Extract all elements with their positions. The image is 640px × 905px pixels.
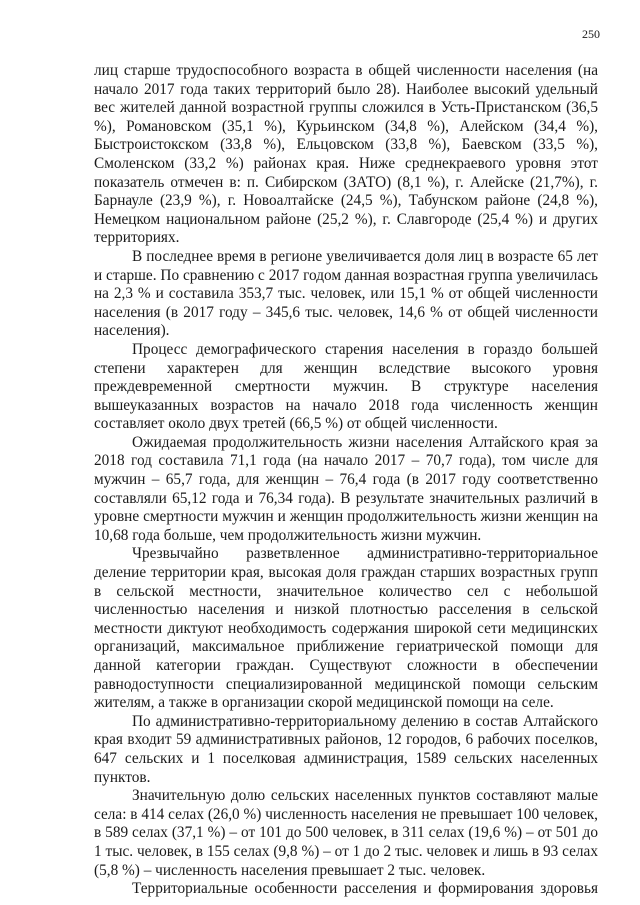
paragraph-administrative-units: По административно-территориальному делению в состав Алтайского края входит 59 административных районов, 12 городов, 6 рабочих поселков, 647 сельских и 1 поселковая администрация, 1589 сельских населенных пунктов.	[94, 712, 598, 786]
paragraph-territorial-features: Территориальные особенности расселения и формирования здоровья	[132, 880, 598, 898]
page-number: 250	[582, 27, 600, 41]
body-text	[94, 62, 598, 899]
paragraph-life-expectancy: Ожидаемая продолжительность жизни населения Алтайского края за 2018 год составила 71,1 года (на начало 2017 – 70,7 года), том числе для мужчин – 65,7 года, для женщин – 76,4 года (в 2017 году соответственно составляли 65,12 года и 76,34 года). В результате значительных различий в уровне смертности мужчин и женщин продолжительность жизни женщин на 10,68 года больше, чем продолжительность жизни мужчин.	[94, 433, 598, 544]
paragraph-small-villages: Значительную долю сельских населенных пунктов составляют малые села: в 414 селах (26,0 %) численность населения не превышает 100 человек, в 589 селах (37,1 %) – от 101 до 500 человек, в 311 селах (19,6 %) – от 501 до 1 тыс. человек, в 155 селах (9,8 %) – от 1 до 2 тыс. человек и лишь в 93 селах (5,8 %) – численность населения превышает 2 тыс. человек.	[94, 787, 598, 879]
paragraph-territorial-division: Чрезвычайно разветвленное административно-территориальное деление территории края, высокая доля граждан старших возрастных групп в сельской местности, значительное количество сел с небольшой численностью населения и низкой плотностью расселения в сельской местности диктуют необходимость содержания широкой сети медицинских организаций, максимальное приближение гериатрической помощи для данной категории граждан. Существуют сложности в обеспечении равнодоступности специализированной медицинской помощи сельским жителям, а также в организации скорой медицинской помощи на селе.	[94, 545, 598, 712]
paragraph-continuation: лиц старше трудоспособного возраста в общей численности населения (на начало 2017 года таких территорий было 28). Наиболее высокий удельный вес жителей данной возрастной группы сложился в Усть-Пристанском (36,5 %), Романовском (35,1 %), Курьинском (34,8 %), Алейском (34,4 %), Быстроистокском (33,8 %), Ельцовском (33,8 %), Баевском (33,5 %), Смоленском (33,2 %) районах края. Ниже среднекраевого уровня этот показатель отмечен в: п. Сибирском (ЗАТО) (8,1 %), г. Алейске (21,7%), г. Барнауле (23,9 %), г. Новоалтайске (24,5 %), Табунском районе (24,8 %), Немецком национальном районе (25,2 %), г. Славгороде (25,4 %) и других территориях.	[94, 62, 598, 247]
paragraph-age-65-share: В последнее время в регионе увеличивается доля лиц в возрасте 65 лет и старше. По сравнению с 2017 годом данная возрастная группа увеличилась на 2,3 % и составила 353,7 тыс. человек, или 15,1 % от общей численности населения (в 2017 году – 345,6 тыс. человек, 14,6 % от общей численности населения).	[94, 247, 598, 340]
paragraph-demographic-aging: Процесс демографического старения населения в гораздо большей степени характерен для женщин вследствие высокого уровня преждевременной смертности мужчин. В структуре населения вышеуказанных возрастов на начало 2018 года численность женщин составляет около двух третей (66,5 %) от общей численности.	[94, 340, 598, 433]
